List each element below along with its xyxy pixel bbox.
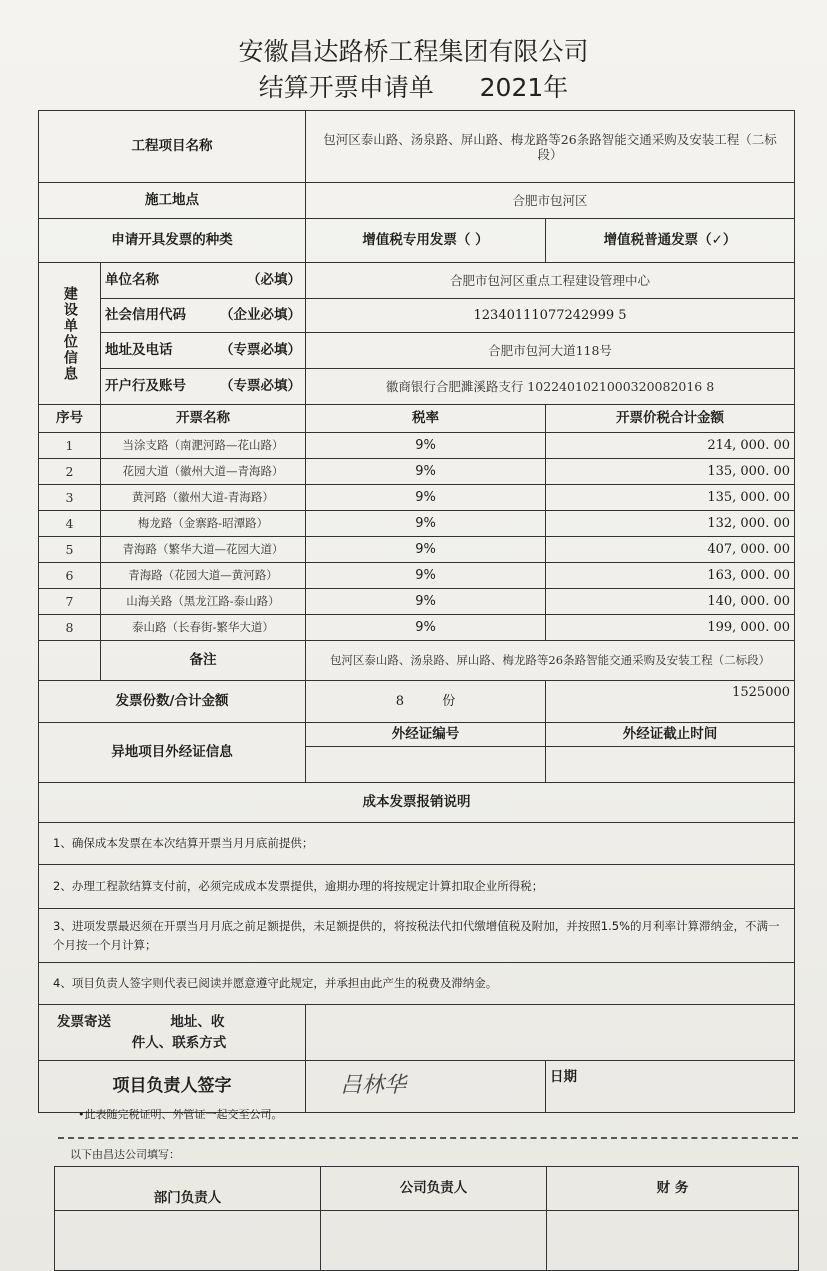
remarks-value: 包河区泰山路、汤泉路、屏山路、梅龙路等26条路智能交通采购及安装工程（二标段）	[306, 641, 795, 681]
settlement-table	[38, 110, 795, 1113]
company-section-caption: 以下由昌达公司填写：	[70, 1148, 180, 1161]
mailing-label-a: 发票寄送	[57, 1014, 111, 1031]
table-row	[39, 615, 795, 641]
row-tax: 9%	[306, 589, 546, 615]
row-tax: 9%	[306, 511, 546, 537]
form-year: 2021年	[479, 73, 569, 102]
bank-value: 徽商银行合肥濉溪路支行 1022401021000320082016 8	[306, 369, 795, 405]
table-row	[39, 459, 795, 485]
totals-label: 发票份数/合计金额	[39, 681, 306, 723]
instruction-item: 2、办理工程款结算支付前，必须完成成本发票提供，逾期办理的将按规定计算扣取企业所得税；	[39, 865, 795, 909]
form-title	[0, 68, 827, 104]
row-amount: 163, 000. 00	[546, 563, 795, 589]
name-header: 开票名称	[101, 405, 306, 433]
credit-code-label-text: 社会信用代码	[105, 307, 186, 324]
row-name: 梅龙路（金寨路-昭潭路）	[101, 511, 306, 537]
bank-label-text: 开户行及账号	[105, 378, 186, 395]
table-row	[39, 485, 795, 511]
mailing-label-c: 件人、联系方式	[131, 1034, 227, 1051]
unit-name-label-text: 单位名称	[105, 272, 159, 289]
row-amount: 407, 000. 00	[546, 537, 795, 563]
row-seq: 2	[39, 459, 101, 485]
row-seq: 8	[39, 615, 101, 641]
table-row	[39, 563, 795, 589]
row-amount: 135, 000. 00	[546, 485, 795, 511]
row-name: 青海路（繁华大道—花园大道）	[101, 537, 306, 563]
cert-no-value[interactable]	[306, 747, 546, 783]
mailing-label-b: 地址、收	[170, 1014, 225, 1031]
row-name: 山海关路（黑龙江路-泰山路）	[101, 589, 306, 615]
dept-head-sign[interactable]	[55, 1211, 321, 1271]
table-row	[39, 511, 795, 537]
row-amount: 135, 000. 00	[546, 459, 795, 485]
site-value: 合肥市包河区	[306, 183, 795, 219]
form-title-text: 结算开票申请单	[258, 73, 434, 102]
cert-deadline-label: 外经证截止时间	[546, 723, 795, 747]
vat-special-option[interactable]: 增值税专用发票（ ）	[306, 219, 546, 263]
credit-code-label	[101, 299, 306, 333]
remarks-spacer	[39, 641, 101, 681]
address-value: 合肥市包河大道118号	[306, 333, 795, 369]
row-tax: 9%	[306, 563, 546, 589]
cut-line	[58, 1137, 798, 1139]
signature-cell[interactable]	[306, 1061, 546, 1113]
unit-name-note: （必填）	[247, 272, 301, 289]
table-row	[39, 589, 795, 615]
row-name: 花园大道（徽州大道—青海路）	[101, 459, 306, 485]
row-amount: 199, 000. 00	[546, 615, 795, 641]
address-label	[101, 333, 306, 369]
credit-code-note: （企业必填）	[220, 307, 301, 324]
totals-count	[306, 681, 546, 723]
row-name: 黄河路（徽州大道-青海路）	[101, 485, 306, 511]
address-label-text: 地址及电话	[105, 342, 173, 359]
date-cell[interactable]	[546, 1061, 795, 1113]
signature-value: 吕林华	[340, 1073, 407, 1099]
amount-header: 开票价税合计金额	[546, 405, 795, 433]
instruction-item: 3、进项发票最迟须在开票当月月底之前足额提供，未足额提供的，将按税法代扣代缴增值税及附加，并按照1.5%的月利率计算滞纳金，不满一个月按一个月计算；	[39, 909, 795, 963]
row-seq: 6	[39, 563, 101, 589]
credit-code-value: 12340111077242999 5	[306, 299, 795, 333]
totals-amount: 1525000	[546, 681, 795, 723]
footnote: •此表随完税证明、外管证一起交至公司。	[78, 1108, 283, 1121]
company-head-sign[interactable]	[321, 1211, 547, 1271]
row-seq: 4	[39, 511, 101, 537]
date-label: 日期	[550, 1069, 577, 1085]
vat-ordinary-option[interactable]: 增值税普通发票（✓）	[546, 219, 795, 263]
table-row	[39, 433, 795, 459]
dept-head-label: 部门负责人	[55, 1167, 321, 1211]
row-tax: 9%	[306, 485, 546, 511]
row-amount: 140, 000. 00	[546, 589, 795, 615]
row-name: 泰山路（长春街-繁华大道）	[101, 615, 306, 641]
unit-name-label	[101, 263, 306, 299]
unit-name-value: 合肥市包河区重点工程建设管理中心	[306, 263, 795, 299]
project-name-value: 包河区泰山路、汤泉路、屏山路、梅龙路等26条路智能交通采购及安装工程（二标段）	[306, 111, 795, 183]
site-label: 施工地点	[39, 183, 306, 219]
remarks-label: 备注	[101, 641, 306, 681]
table-row	[39, 537, 795, 563]
mailing-value[interactable]	[306, 1005, 795, 1061]
external-label: 异地项目外经证信息	[39, 723, 306, 783]
instruction-item: 4、项目负责人签字则代表已阅读并愿意遵守此规定，并承担由此产生的税费及滞纳金。	[39, 963, 795, 1005]
instruction-item: 1、确保成本发票在本次结算开票当月月底前提供；	[39, 823, 795, 865]
address-note: （专票必填）	[220, 342, 301, 359]
finance-label: 财 务	[547, 1167, 799, 1211]
company-sign-table	[54, 1166, 799, 1271]
row-tax: 9%	[306, 537, 546, 563]
row-seq: 1	[39, 433, 101, 459]
cert-deadline-value[interactable]	[546, 747, 795, 783]
unit-info-label: 建设单位信息	[61, 285, 78, 382]
tax-header: 税率	[306, 405, 546, 433]
totals-count-unit: 份	[442, 693, 456, 709]
totals-count-value: 8	[395, 693, 404, 709]
row-amount: 214, 000. 00	[546, 433, 795, 459]
row-seq: 5	[39, 537, 101, 563]
row-seq: 7	[39, 589, 101, 615]
row-name: 当涂支路（南淝河路—花山路）	[101, 433, 306, 459]
row-seq: 3	[39, 485, 101, 511]
cert-no-label: 外经证编号	[306, 723, 546, 747]
row-amount: 132, 000. 00	[546, 511, 795, 537]
row-tax: 9%	[306, 433, 546, 459]
company-name: 安徽昌达路桥工程集团有限公司	[238, 37, 589, 66]
signature-label: 项目负责人签字	[39, 1061, 306, 1113]
row-name: 青海路（花园大道—黄河路）	[101, 563, 306, 589]
finance-sign[interactable]	[547, 1211, 799, 1271]
row-tax: 9%	[306, 459, 546, 485]
row-tax: 9%	[306, 615, 546, 641]
unit-info-group	[39, 263, 101, 405]
invoice-type-label: 申请开具发票的种类	[39, 219, 306, 263]
bank-label	[101, 369, 306, 405]
instructions-title: 成本发票报销说明	[39, 783, 795, 823]
mailing-label	[39, 1005, 306, 1061]
seq-header: 序号	[39, 405, 101, 433]
company-head-label: 公司负责人	[321, 1167, 547, 1211]
project-name-label: 工程项目名称	[39, 111, 306, 183]
bank-note: （专票必填）	[220, 378, 301, 395]
